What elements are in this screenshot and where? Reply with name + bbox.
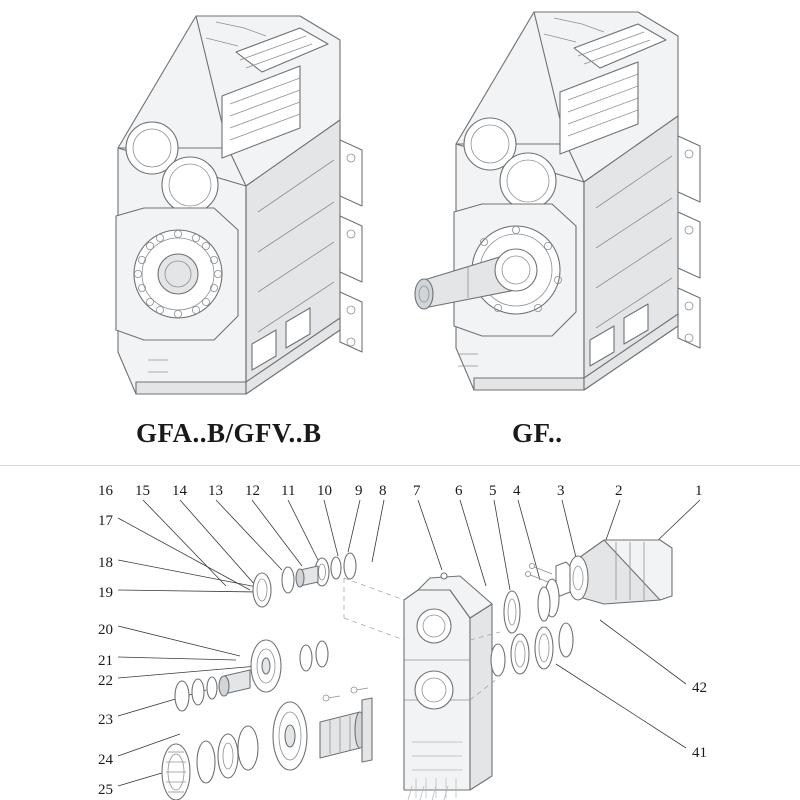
gearbox-illustration-left <box>116 16 362 394</box>
callout-top-13: 13 <box>208 483 223 499</box>
callout-left-21: 21 <box>98 653 113 669</box>
callout-left-17: 17 <box>98 513 113 529</box>
callout-top-8: 8 <box>379 483 387 499</box>
callout-top-4: 4 <box>513 483 521 499</box>
callout-left-25: 25 <box>98 782 113 798</box>
exploded-assembly <box>162 540 672 800</box>
callout-right-41: 41 <box>692 745 707 761</box>
callout-left-24: 24 <box>98 752 113 768</box>
callout-top-9: 9 <box>355 483 363 499</box>
gearbox-illustration-right <box>415 12 700 390</box>
caption-gf: GF.. <box>512 418 563 448</box>
callout-top-5: 5 <box>489 483 497 499</box>
callout-top-7: 7 <box>413 483 421 499</box>
callout-top-15: 15 <box>135 483 150 499</box>
callout-top-6: 6 <box>455 483 463 499</box>
callout-top-11: 11 <box>281 483 296 499</box>
callout-top-1: 1 <box>695 483 703 499</box>
callout-top-10: 10 <box>317 483 332 499</box>
callout-left-22: 22 <box>98 673 113 689</box>
callout-right-42: 42 <box>692 680 707 696</box>
callout-top-3: 3 <box>557 483 565 499</box>
callout-left-18: 18 <box>98 555 113 571</box>
callout-top-14: 14 <box>172 483 187 499</box>
callout-left-23: 23 <box>98 712 113 728</box>
callout-left-20: 20 <box>98 622 113 638</box>
section-divider <box>0 465 800 466</box>
callout-top-2: 2 <box>615 483 623 499</box>
callout-top-16: 16 <box>98 483 113 499</box>
callout-left-19: 19 <box>98 585 113 601</box>
callout-top-12: 12 <box>245 483 260 499</box>
caption-gfab-gfvb: GFA..B/GFV..B <box>136 418 322 448</box>
